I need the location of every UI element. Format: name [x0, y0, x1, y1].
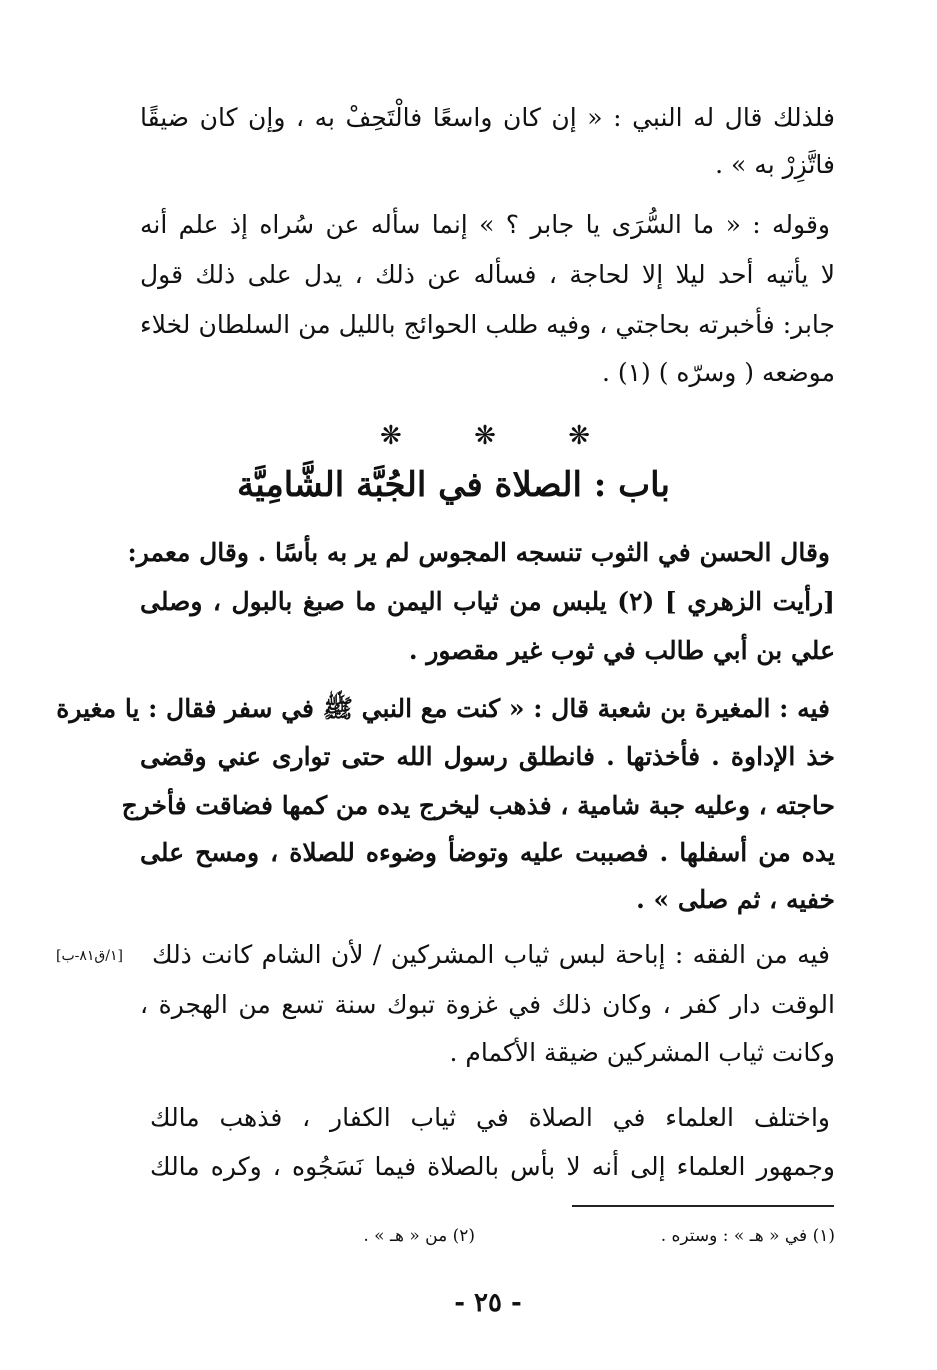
page-number: - ٢٥ -: [454, 1288, 522, 1318]
body-line: فاتَّزِرْ به » .: [715, 150, 835, 179]
body-line: وكانت ثياب المشركين ضيقة الأكمام .: [449, 1038, 835, 1067]
body-line: جابر: فأخبرته بحاجتي ، وفيه طلب الحوائج بالليل من السلطان لخلاء: [140, 310, 835, 339]
body-line: فيه : المغيرة بن شعبة قال : « كنت مع النبي ﷺ في سفر فقال : يا مغيرة: [56, 694, 830, 723]
section-separator: [380, 418, 590, 454]
body-line: فيه من الفقه : إباحة لبس ثياب المشركين / لأن الشام كانت ذلك: [152, 940, 830, 969]
ornament-star-icon: ❋: [380, 421, 402, 451]
footnote: (٢) من « هـ » .: [363, 1226, 475, 1246]
footnote: (١) في « هـ » : وستره .: [660, 1226, 835, 1246]
ornament-star-icon: ❋: [474, 421, 496, 451]
body-line: واختلف العلماء في الصلاة في ثياب الكفار ، فذهب مالك: [150, 1103, 830, 1132]
body-line: [رأيت الزهري ] (٢) يلبس من ثياب اليمن ما صبغ بالبول ، وصلى: [140, 587, 835, 616]
body-line: يده من أسفلها . فصببت عليه وتوضأ وضوءه للصلاة ، ومسح على: [140, 838, 835, 867]
body-line: موضعه ( وسرّه ) (١) .: [601, 358, 835, 387]
ornament-star-icon: ❋: [568, 421, 590, 451]
chapter-title: باب : الصلاة في الجُبَّة الشَّامِيَّة: [237, 465, 670, 505]
body-line: فلذلك قال له النبي : « إن كان واسعًا فالْتَحِفْ به ، وإن كان ضيقًا: [140, 103, 835, 132]
body-line: لا يأتيه أحد ليلا إلا لحاجة ، فسأله عن ذلك ، يدل على ذلك قول: [140, 260, 835, 289]
body-line: علي بن أبي طالب في ثوب غير مقصور .: [408, 636, 835, 665]
body-line: حاجته ، وعليه جبة شامية ، فذهب ليخرج يده من كمها فضاقت فأخرج: [121, 791, 835, 820]
footnote-divider: [572, 1205, 834, 1207]
body-line: خذ الإداوة . فأخذتها . فانطلق رسول الله حتى توارى عني وقضى: [140, 742, 835, 771]
body-line: وقوله : « ما السُّرَى يا جابر ؟ » إنما سأله عن سُراه إذ علم أنه: [140, 210, 830, 239]
body-line: الوقت دار كفر ، وكان ذلك في غزوة تبوك سنة تسع من الهجرة ،: [140, 990, 835, 1019]
body-line: خفيه ، ثم صلى » .: [636, 885, 835, 914]
manuscript-folio-note: [١/ق٨١-ب]: [56, 948, 124, 964]
body-line: وقال الحسن في الثوب تنسجه المجوس لم ير به بأسًا . وقال معمر:: [127, 538, 830, 567]
body-line: وجمهور العلماء إلى أنه لا بأس بالصلاة فيما نَسَجُوه ، وكره مالك: [150, 1152, 835, 1181]
